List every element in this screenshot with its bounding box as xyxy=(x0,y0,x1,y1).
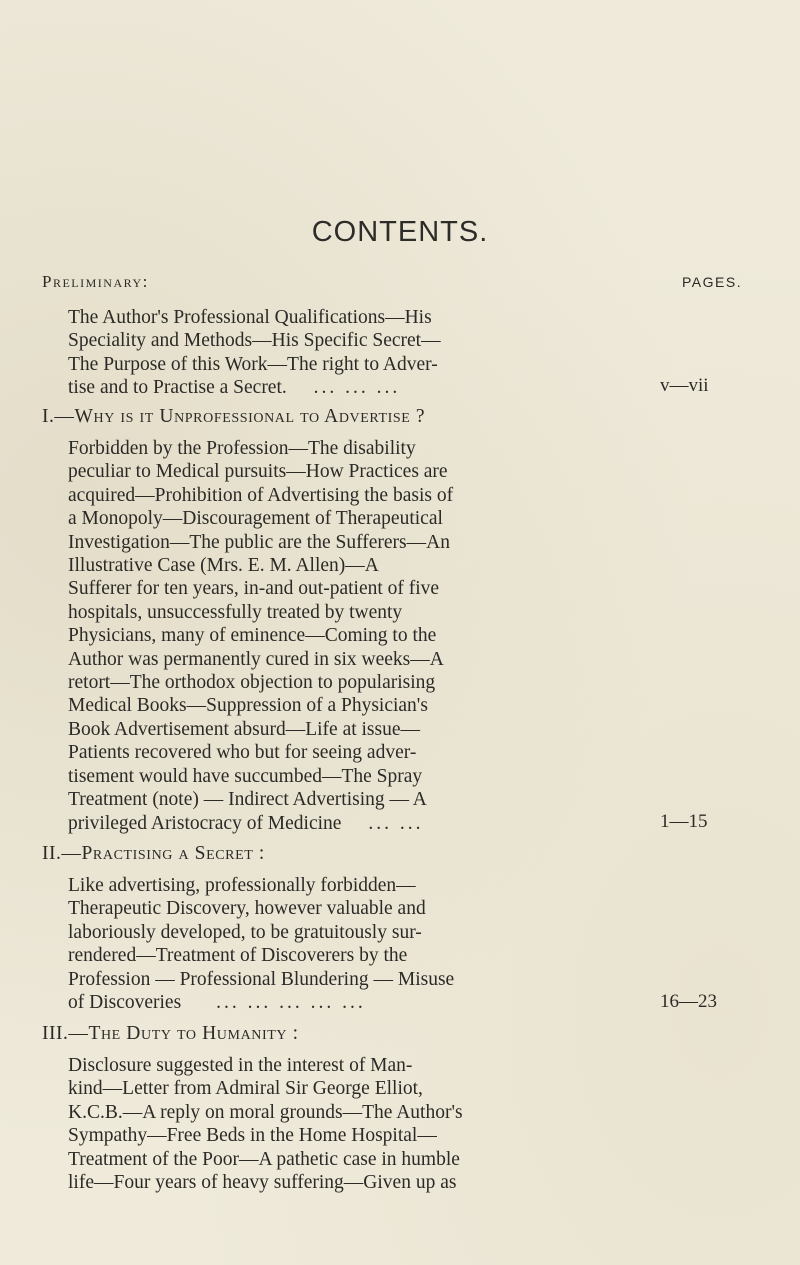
chapter-1-summary xyxy=(68,437,626,835)
entry-line xyxy=(68,376,626,399)
entry-line: a Monopoly—Discouragement of Therapeutical xyxy=(68,508,443,530)
entry-line: Treatment of the Poor—A pathetic case in humble xyxy=(68,1148,460,1170)
dot-leader: ... ... ... xyxy=(313,377,401,399)
entry-line: Therapeutic Discovery, however valuable and xyxy=(68,898,426,920)
chapter-numeral: I. xyxy=(42,406,55,427)
entry-line xyxy=(68,991,626,1014)
chapter-heading-3 xyxy=(42,1022,299,1045)
entry-line: Sympathy—Free Beds in the Home Hospital— xyxy=(68,1125,437,1147)
entry-line: peculiar to Medical pursuits—How Practices are xyxy=(68,461,448,483)
chapter-2-pages: 16—23 xyxy=(660,991,717,1012)
entry-line: K.C.B.—A reply on moral grounds—The Author's xyxy=(68,1101,463,1123)
entry-line-text: of Discoveries xyxy=(68,992,182,1014)
chapter-heading-2 xyxy=(42,842,265,865)
chapter-title: —The Duty to Humanity : xyxy=(68,1023,299,1044)
entry-line: kind—Letter from Admiral Sir George Elliot, xyxy=(68,1078,423,1100)
chapter-title: —Why is it Unprofessional to Advertise ? xyxy=(54,406,426,427)
entry-line-text: tise and to Practise a Secret. xyxy=(68,377,287,399)
entry-line: Investigation—The public are the Sufferers—An xyxy=(68,531,450,553)
entry-line: Forbidden by the Profession—The disability xyxy=(68,438,416,459)
entry-line: Sufferer for ten years, in-and out-patient of five xyxy=(68,578,440,600)
entry-line: Medical Books—Suppression of a Physician's xyxy=(68,695,428,717)
chapter-numeral: III. xyxy=(42,1023,69,1044)
chapter-1-pages: 1—15 xyxy=(660,811,708,832)
entry-line: hospitals, unsuccessfully treated by twenty xyxy=(68,601,403,623)
entry-line: Illustrative Case (Mrs. E. M. Allen)—A xyxy=(68,555,379,577)
pages-column-heading: PAGES. xyxy=(682,274,743,290)
entry-line: Author was permanently cured in six weeks—A xyxy=(68,648,444,670)
chapter-heading-1 xyxy=(42,405,425,428)
chapter-title: —Practising a Secret : xyxy=(61,843,265,864)
entry-line: tisement would have succumbed—The Spray xyxy=(68,765,423,787)
entry-line: acquired—Prohibition of Advertising the basis of xyxy=(68,484,454,506)
entry-line: Like advertising, professionally forbidden— xyxy=(68,875,416,896)
preliminary-heading: Preliminary: xyxy=(42,272,149,291)
entry-line: Speciality and Methods—His Specific Secret— xyxy=(68,330,441,352)
entry-line-text: privileged Aristocracy of Medicine xyxy=(68,812,342,834)
entry-line: Disclosure suggested in the interest of Man- xyxy=(68,1055,413,1076)
dot-leader: ... ... ... ... ... xyxy=(216,992,366,1014)
entry-line: The Purpose of this Work—The right to Adver- xyxy=(68,353,438,375)
entry-line: The Author's Professional Qualifications—His xyxy=(68,307,432,328)
preliminary-pages: v—vii xyxy=(660,375,709,396)
chapter-numeral: II. xyxy=(42,843,62,864)
entry-line xyxy=(68,812,626,835)
entry-line: laboriously developed, to be gratuitously sur- xyxy=(68,921,422,943)
entry-line: Physicians, many of eminence—Coming to the xyxy=(68,625,437,647)
preliminary-entry xyxy=(68,306,626,400)
entry-line: retort—The orthodox objection to popularising xyxy=(68,672,436,694)
chapter-3-summary xyxy=(68,1054,626,1194)
entry-line: Book Advertisement absurd—Life at issue— xyxy=(68,718,421,740)
entry-line: rendered—Treatment of Discoverers by the xyxy=(68,945,408,967)
entry-line: Patients recovered who but for seeing adver- xyxy=(68,742,417,764)
entry-line: Profession — Professional Blundering — Misuse xyxy=(68,968,455,990)
page-title: CONTENTS. xyxy=(311,216,489,248)
entry-line: life—Four years of heavy suffering—Given up as xyxy=(68,1172,457,1194)
chapter-2-summary xyxy=(68,874,626,1014)
entry-line: Treatment (note) — Indirect Advertising — A xyxy=(68,789,427,811)
dot-leader: ... ... xyxy=(368,812,424,834)
